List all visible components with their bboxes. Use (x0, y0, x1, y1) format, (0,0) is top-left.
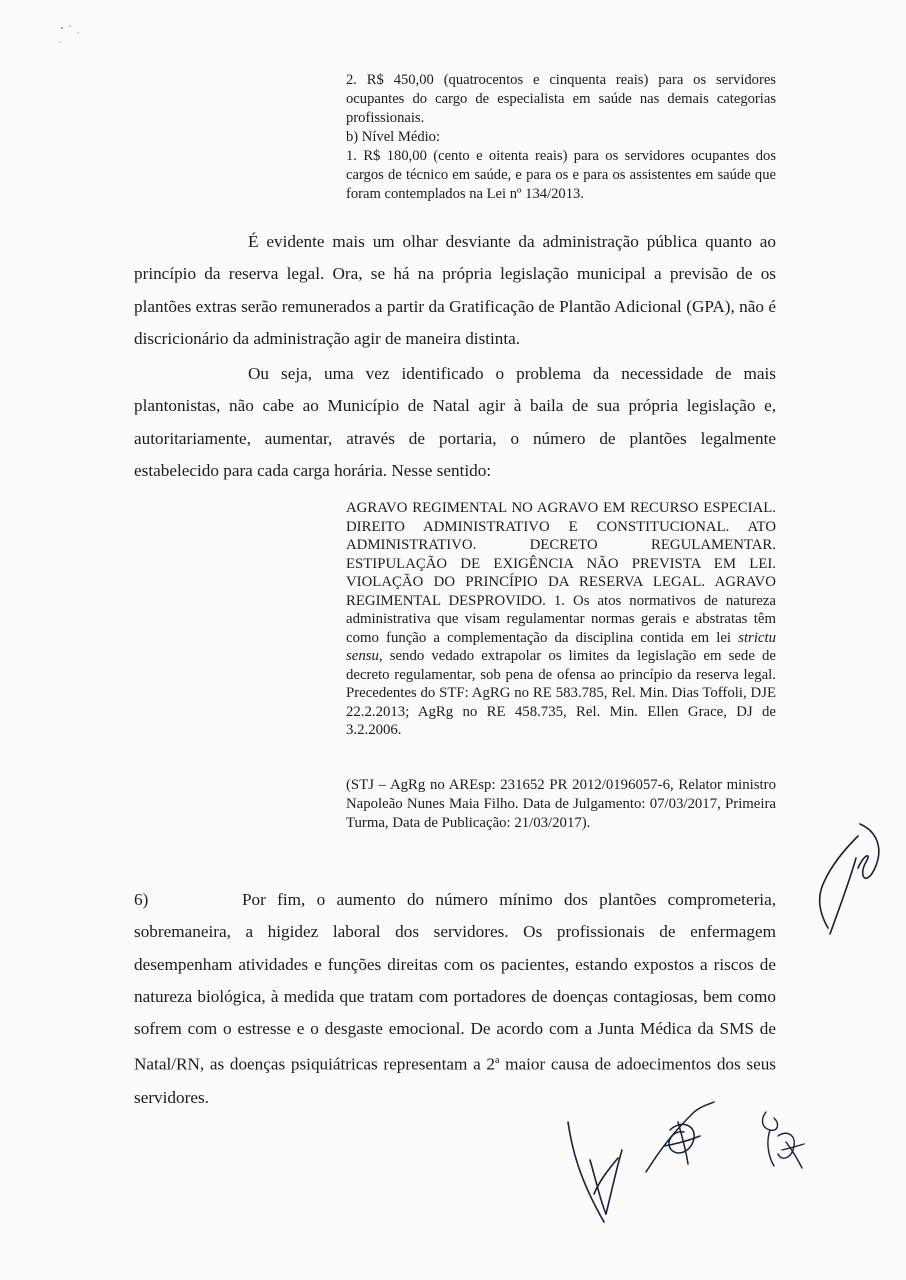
citation-body-end: , sendo vedado extrapolar os limites da legislação em sede de decreto regulamentar, sob pena de ofensa ao princípio da reserva legal. Precedentes do STF: AgRG no RE 583.785, Rel. Min. Dias Toffoli, DJE 22.2.2013; AgRg no RE 458.735, Rel. Min. Ellen Grace, DJ de 3.2.2006. (346, 648, 776, 738)
scan-speck (58, 24, 88, 53)
paragraph-number: 6) (134, 890, 149, 909)
signature-initials-1 (560, 1110, 630, 1235)
list-item-1: 1. R$ 180,00 (cento e oitenta reais) para os servidores ocupantes dos cargos de técnico em saúde, e para os e para os assistentes em saúde que foram contemplados na Lei nº 134/2013. (346, 148, 776, 202)
list-item-2: 2. R$ 450,00 (quatrocentos e cinquenta reais) para os servidores ocupantes do cargo de especialista em saúde nas demais categorias profissionais. (346, 72, 776, 126)
citation-body: 1. Os atos normativos de natureza administrativa que visam regulamentar normas gerais e abstratas têm como função a complementação da disciplina contida em lei (346, 592, 776, 646)
paragraph-text: Ou seja, uma vez identificado o problema da necessidade de mais plantonistas, não cabe ao Município de Natal agir à baila de sua própria legislação e, autoritariamente, aumentar, através de portaria, o número de plantões legalmente estabelecido para cada carga horária. Nesse sentido: (134, 364, 776, 480)
margin-initial-signature (800, 818, 896, 947)
paragraph-plantonistas (134, 358, 776, 487)
paragraph-text-end: maior causa de adoecimentos dos seus servidores. (134, 1055, 776, 1107)
citation-heading: AGRAVO REGIMENTAL NO AGRAVO EM RECURSO ESPECIAL. DIREITO ADMINISTRATIVO E CONSTITUCIONAL. ATO ADMINISTRATIVO. DECRETO REGULAMENTAR. ESTIPULAÇÃO DE EXIGÊNCIA NÃO PREVISTA EM LEI. VIOLAÇÃO DO PRINCÍPIO DA RESERVA LEGAL. AGRAVO REGIMENTAL DESPROVIDO. (346, 500, 776, 609)
citation-reference: (STJ – AgRg no AREsp: 231652 PR 2012/0196057-6, Relator ministro Napoleão Nunes Maia Filho. Data de Julgamento: 07/03/2017, Primeira Turma, Data de Publicação: 21/03/2017). (346, 777, 776, 831)
paragraph-text: Por fim, o aumento do número mínimo dos plantões comprometeria, sobremaneira, a higidez laboral dos servidores. Os profissionais de enfermagem desempenham atividades e funções direitas com os pacientes, estando expostos a riscos de natureza biológica, à medida que tratam com portadores de doenças contagiosas, bem como sofrem com o estresse e o desgaste emocional. De acordo com a Junta Médica da SMS de Natal/RN, as doenças psiquiátricas representam a 2 (134, 890, 776, 1075)
paragraph-text: É evidente mais um olhar desviante da administração pública quanto ao princípio da reserva legal. Ora, se há na própria legislação municipal a previsão de os plantões extras serão remunerados a partir da Gratificação de Plantão Adicional (GPA), não é discricionário da administração agir de maneira distinta. (134, 232, 776, 348)
list-item-b: b) Nível Médio: (346, 129, 441, 145)
salary-list-block (346, 71, 776, 204)
ordinal-superscript: a (495, 1055, 500, 1067)
signature-initials-2 (640, 1100, 720, 1185)
signature-initials-3 (752, 1106, 812, 1181)
paragraph-higidez-laboral (134, 884, 776, 1114)
paragraph-reserva-legal (134, 226, 776, 355)
jurisprudence-citation (346, 499, 776, 740)
citation-latin-term: strictu sensu (346, 629, 777, 664)
